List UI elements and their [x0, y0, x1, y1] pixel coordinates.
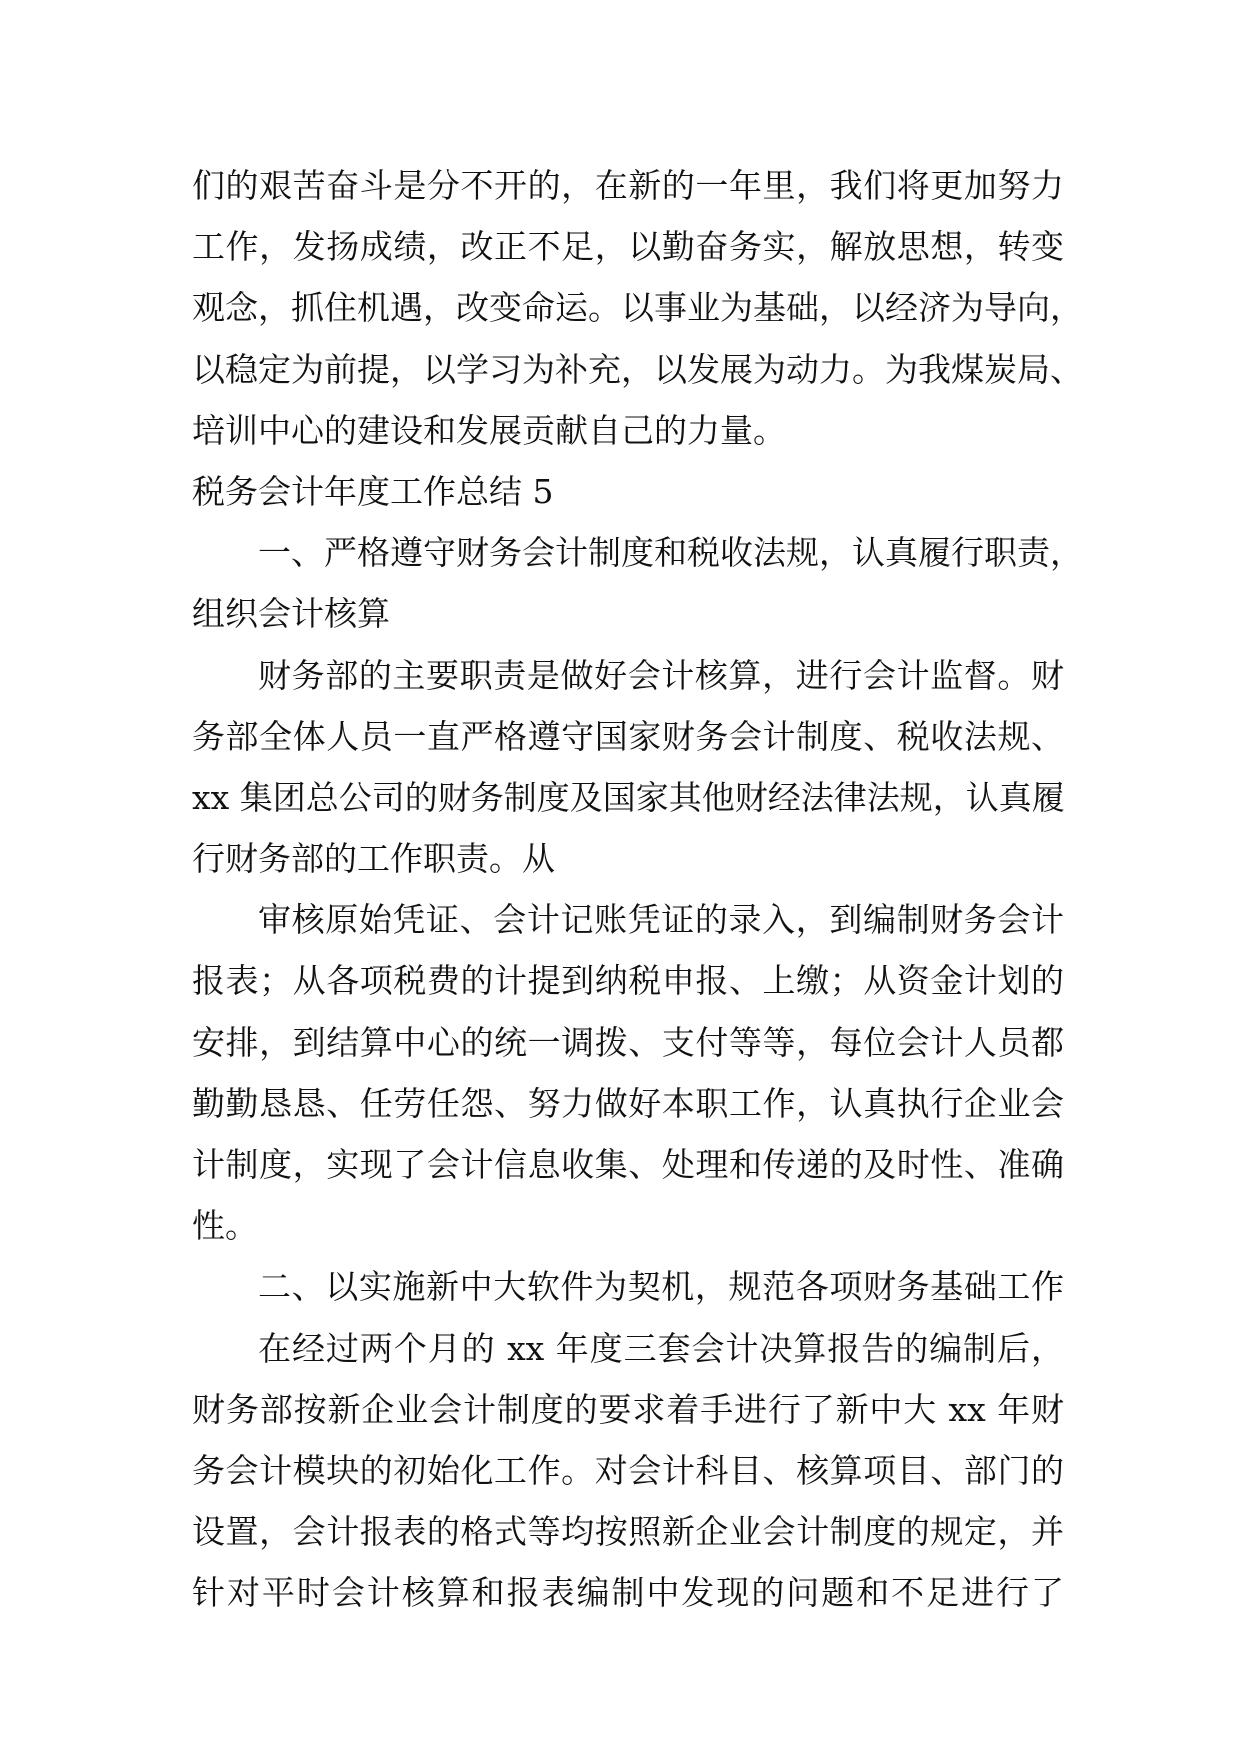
text-line: 观念，抓住机遇，改变命运。以事业为基础，以经济为导向， — [192, 288, 1083, 328]
document-body — [192, 155, 1083, 1624]
text-line: 在经过两个月的 xx 年度三套会计决算报告的编制后， — [258, 1328, 1064, 1368]
text-line: 审核原始凭证、会计记账凭证的录入，到编制财务会计 — [258, 900, 1064, 940]
text-line: 安排，到结算中心的统一调拨、支付等等，每位会计人员都 — [192, 1022, 1064, 1062]
text-line: 培训中心的建设和发展贡献自己的力量。 — [192, 410, 786, 450]
text-line: 们的艰苦奋斗是分不开的，在新的一年里，我们将更加努力 — [192, 166, 1064, 205]
text-line: 务会计模块的初始化工作。对会计科目、核算项目、部门的 — [192, 1450, 1064, 1490]
text-line: 报表；从各项税费的计提到纳税申报、上缴；从资金计划的 — [192, 961, 1064, 1001]
text-line: 勤勤恳恳、任劳任怨、努力做好本职工作，认真执行企业会 — [192, 1083, 1064, 1123]
text-line: 针对平时会计核算和报表编制中发现的问题和不足进行了 — [192, 1573, 1064, 1613]
text-line: 设置，会计报表的格式等均按照新企业会计制度的规定，并 — [192, 1512, 1064, 1552]
text-line: 行财务部的工作职责。从 — [192, 839, 555, 879]
text-line: 工作，发扬成绩，改正不足，以勤奋务实，解放思想，转变 — [192, 227, 1064, 267]
text-line: 性。 — [192, 1206, 258, 1246]
section-heading: 组织会计核算 — [192, 594, 390, 634]
text-line: 务部全体人员一直严格遵守国家财务会计制度、税收法规、 — [192, 716, 1064, 756]
section-title: 税务会计年度工作总结 5 — [192, 471, 554, 511]
text-line: 以稳定为前提，以学习为补充，以发展为动力。为我煤炭局、 — [192, 349, 1083, 389]
text-line: 财务部的主要职责是做好会计核算，进行会计监督。财 — [258, 655, 1064, 695]
section-heading: 二、以实施新中大软件为契机，规范各项财务基础工作 — [258, 1267, 1064, 1307]
section-heading: 一、严格遵守财务会计制度和税收法规，认真履行职责， — [258, 533, 1083, 573]
text-line: 计制度，实现了会计信息收集、处理和传递的及时性、准确 — [192, 1145, 1064, 1184]
text-line: 财务部按新企业会计制度的要求着手进行了新中大 xx 年财 — [192, 1389, 1064, 1429]
text-line: xx 集团总公司的财务制度及国家其他财经法律法规，认真履 — [192, 777, 1065, 817]
